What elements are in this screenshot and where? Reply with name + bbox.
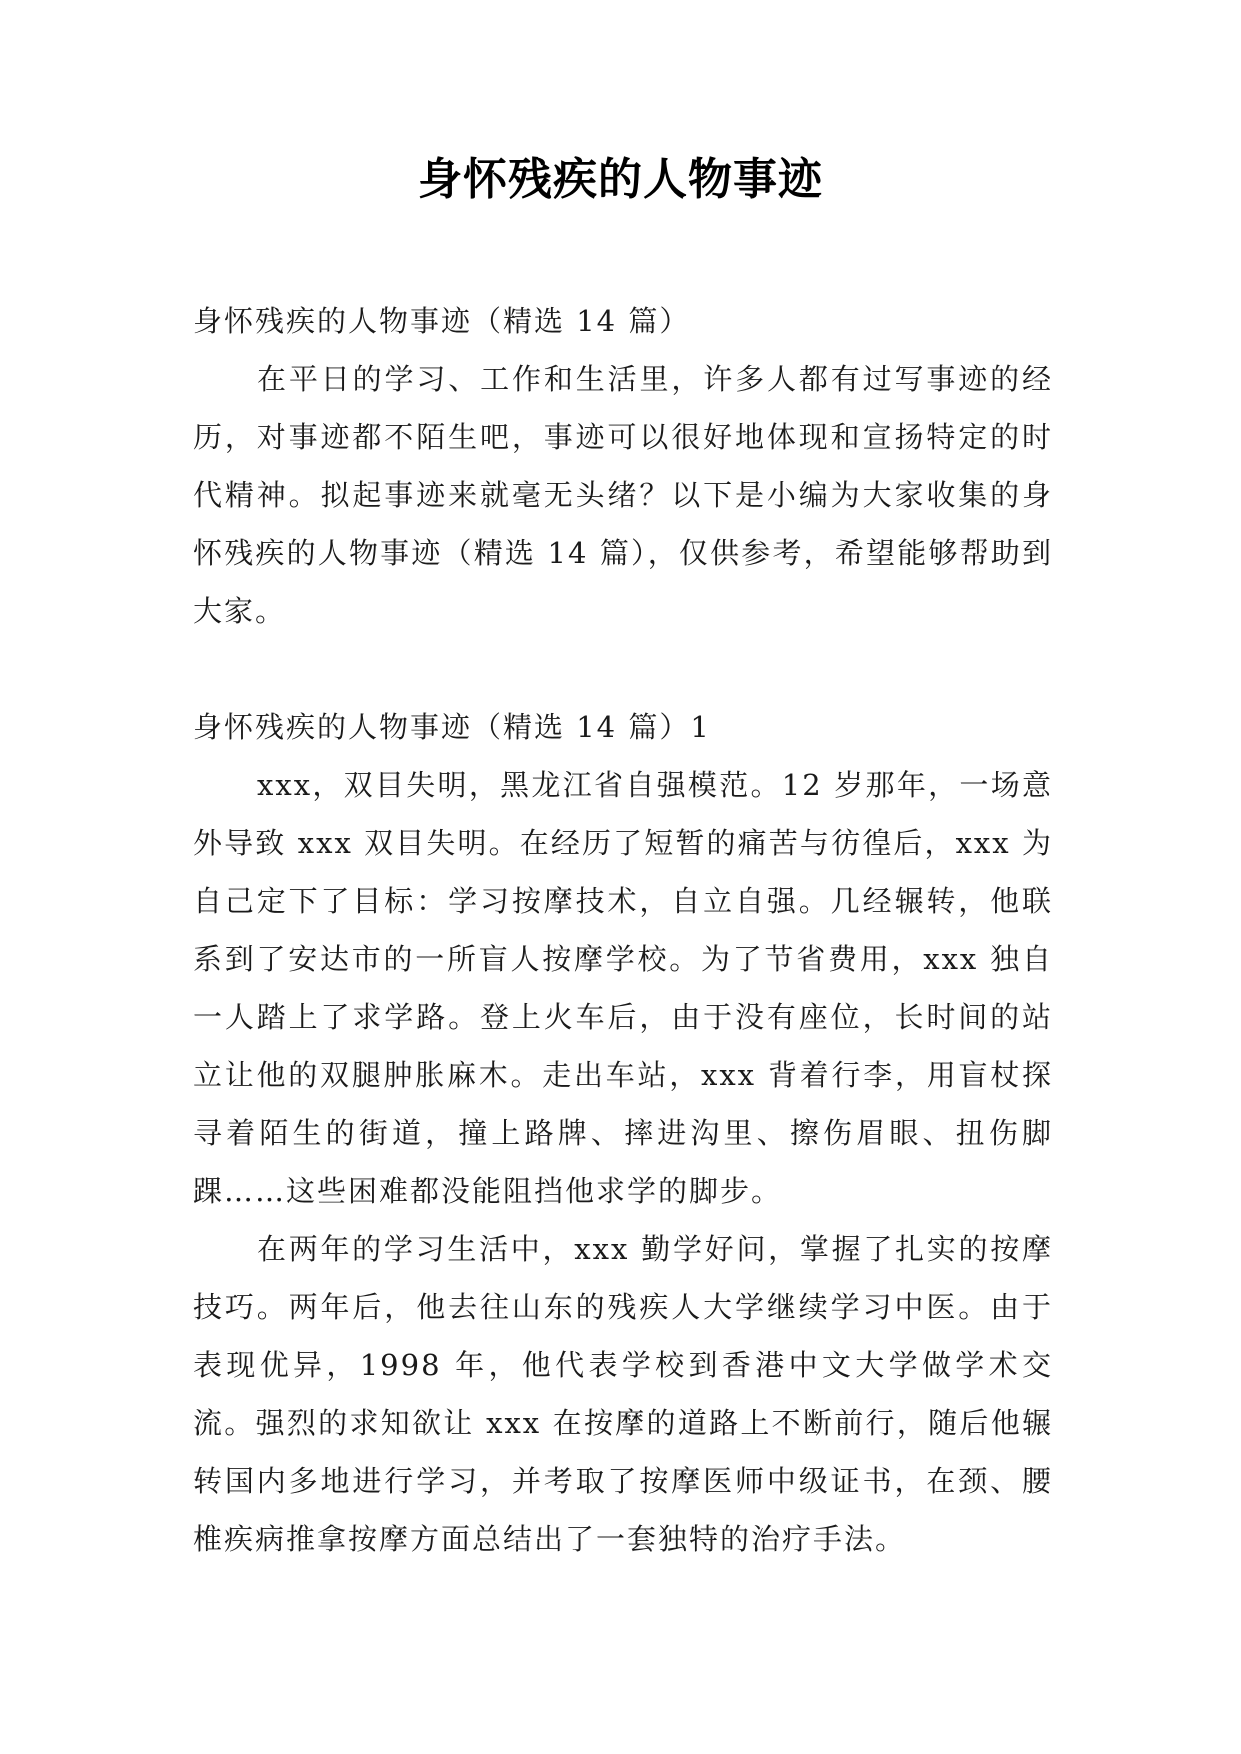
section-paragraph-1: xxx，双目失明，黑龙江省自强模范。12 岁那年，一场意外导致 xxx 双目失明。在经历了短暂的痛苦与彷徨后，xxx 为自己定下了目标：学习按摩技术，自立自强。几经辗转，他联系到了安达市的一所盲人按摩学校。为了节省费用，xxx 独自一人踏上了求学路。登上火车后，由于没有座位，长时间的站立让他的双腿肿胀麻木。走出车站，xxx 背着行李，用盲杖探寻着陌生的街道，撞上路牌、摔进沟里、擦伤眉眼、扭伤脚踝……这些困难都没能阻挡他求学的脚步。 [193, 768, 1053, 1208]
section-spacer [193, 640, 1053, 698]
document-body [193, 292, 1053, 1568]
section-paragraph-2: 在两年的学习生活中，xxx 勤学好问，掌握了扎实的按摩技巧。两年后，他去往山东的残疾人大学继续学习中医。由于表现优异，1998 年，他代表学校到香港中文大学做学术交流。强烈的求知欲让 xxx 在按摩的道路上不断前行，随后他辗转国内多地进行学习，并考取了按摩医师中级证书，在颈、腰椎疾病推拿按摩方面总结出了一套独特的治疗手法。 [193, 1232, 1053, 1556]
section-heading: 身怀残疾的人物事迹（精选 14 篇）1 [193, 710, 711, 744]
intro-heading: 身怀残疾的人物事迹（精选 14 篇） [193, 304, 691, 338]
intro-paragraph: 在平日的学习、工作和生活里，许多人都有过写事迹的经历，对事迹都不陌生吧，事迹可以很好地体现和宣扬特定的时代精神。拟起事迹来就毫无头绪？以下是小编为大家收集的身怀残疾的人物事迹（精选 14 篇），仅供参考，希望能够帮助到大家。 [193, 362, 1053, 628]
document-title: 身怀残疾的人物事迹 [418, 154, 823, 205]
